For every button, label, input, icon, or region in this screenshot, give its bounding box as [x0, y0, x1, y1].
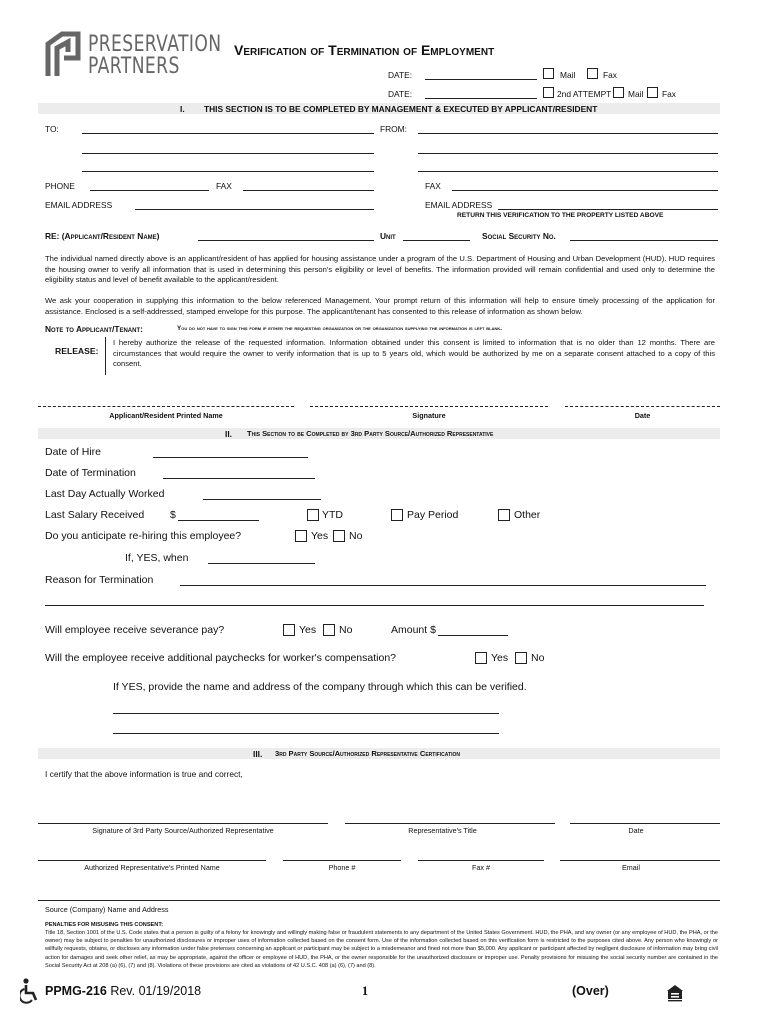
applicant-name-caption: Applicant/Resident Printed Name [109, 411, 223, 420]
equal-housing-icon [666, 984, 684, 1002]
from-line-1[interactable] [418, 133, 718, 134]
to-line-3[interactable] [82, 171, 374, 172]
source-caption: Source (Company) Name and Address [45, 905, 169, 914]
fax2-label: Fax [662, 89, 676, 99]
if-yes-when-field[interactable] [208, 563, 315, 564]
email-left-field[interactable] [135, 209, 374, 210]
re-field[interactable] [198, 240, 374, 241]
severance-no-label: No [339, 624, 353, 636]
paychecks-no-label: No [531, 652, 545, 664]
company-field-1[interactable] [113, 713, 499, 714]
footer-page: 1 [361, 984, 369, 998]
source-line[interactable] [38, 900, 720, 901]
accessibility-icon [20, 978, 40, 1004]
applicant-signature-line[interactable] [310, 406, 548, 407]
rehire-yes-checkbox[interactable] [295, 530, 307, 542]
rep-printed-name-line[interactable] [38, 860, 266, 861]
intro-paragraph: The individual named directly above is an applicant/resident of has applied for housing assistance under a program of the U.S. Department of Housing and Urban Development (HUD). HUD requires the housing owner to verify all information that is used in determining this person's eligibility or level of benefits. The information provided will remain confidential and used only to determine the eligibility status and level of benefit available to the applicant/resident. [45, 254, 715, 284]
page-title: Verification of Termination of Employment [234, 42, 495, 58]
release-text: I hereby authorize the release of the requested information. Information obtained under this consent is limited to information that is no older than 12 months. There are circumstances that would require the owner to verify information that is up to 5 years old, which would be authorized by me on a separate consent attached to a copy of this consent. [113, 338, 715, 368]
section1-num: I. [180, 104, 185, 114]
mail-label: Mail [560, 70, 576, 80]
reason-field-2[interactable] [45, 605, 704, 606]
date1-label: DATE: [388, 70, 413, 80]
severance-no-checkbox[interactable] [323, 624, 335, 636]
section1-title: THIS SECTION IS TO BE COMPLETED BY MANAGEMENT & EXECUTED BY APPLICANT/RESIDENT [204, 104, 598, 114]
last-day-field[interactable] [203, 499, 321, 500]
reason-field-1[interactable] [180, 585, 706, 586]
if-yes-when-label: If, YES, when [125, 552, 189, 564]
severance-label: Will employee receive severance pay? [45, 624, 225, 636]
rep-fax-caption: Fax # [472, 863, 490, 872]
phone-label: PHONE [45, 181, 75, 191]
rep-signature-caption: Signature of 3rd Party Source/Authorized Representative [92, 826, 274, 835]
footer-rev: Rev. 01/19/2018 [110, 984, 202, 998]
rep-fax-line[interactable] [418, 860, 544, 861]
mail-checkbox[interactable] [543, 68, 554, 79]
from-line-2[interactable] [418, 153, 718, 154]
date2-field[interactable] [425, 98, 537, 99]
ytd-label: YTD [322, 509, 343, 521]
other-checkbox[interactable] [498, 509, 510, 521]
paychecks-label: Will the employee receive additional paychecks for worker's compensation? [45, 652, 397, 664]
fax-left-field[interactable] [243, 190, 374, 191]
footer-form [45, 984, 201, 998]
mail2-checkbox[interactable] [613, 87, 624, 98]
termination-label: Date of Termination [45, 467, 136, 479]
certify-text: I certify that the above information is true and correct, [45, 769, 243, 779]
date1-field[interactable] [425, 79, 537, 80]
rehire-no-label: No [349, 530, 363, 542]
rep-printed-name-caption: Authorized Representative's Printed Name [84, 863, 220, 872]
logo-line2: PARTNERS [88, 54, 180, 79]
rep-title-caption: Representative's Title [408, 826, 477, 835]
last-salary-field[interactable] [178, 520, 259, 521]
penalties-text: Title 18, Section 1001 of the U.S. Code states that a person is guilty of a felony for knowingly and willingly making false or fraudulent statements to any department of the United States Government. HUD, the PHA, and any owner (or any employee of HUD, the PHA, or the owner) may be subject to penalties for unauthorized disclosures or improper uses of information collected based on the consent form. Use of the information collected based on this verification form is restricted to the purposes cited above. Any person who knowingly or willfully requests, obtains, or discloses any information under false pretenses concerning an applicant or participant may be subject to a misdemeanor and fined not more than $5,000. Any applicant or participant affected by negligent disclosure of information may bring civil action for damages and seek other relief, as may be appropriate, against the officer or employee of HUD, the PHA, or the owner responsible for the unauthorized disclosure or improper use. Penalty provisions for misusing the social security number are contained in the Social Security Act at 208 (a) (6), (7) and (8). Violations of these provisions are cited as violations of 42 U.S.C. 408 (a) (6), (7) and (8). [45, 930, 718, 969]
penalties-heading: PENALTIES FOR MISUSING THIS CONSENT: [45, 922, 163, 928]
note-label: Note to Applicant/Tenant: [45, 324, 143, 334]
rep-email-line[interactable] [560, 860, 720, 861]
rehire-label: Do you anticipate re-hiring this employee? [45, 530, 242, 542]
applicant-date-caption: Date [634, 411, 651, 420]
paychecks-yes-checkbox[interactable] [475, 652, 487, 664]
email-right-field[interactable] [498, 209, 718, 210]
severance-yes-checkbox[interactable] [283, 624, 295, 636]
termination-field[interactable] [163, 478, 315, 479]
email-right-label: EMAIL ADDRESS [425, 200, 493, 210]
fax-left-label: FAX [216, 181, 232, 191]
severance-yes-label: Yes [299, 624, 317, 636]
rep-phone-caption: Phone # [328, 863, 356, 872]
fax2-checkbox[interactable] [647, 87, 658, 98]
section2-num: II. [225, 429, 232, 439]
rehire-yes-label: Yes [311, 530, 329, 542]
to-line-1[interactable] [82, 133, 374, 134]
amount-field[interactable] [438, 635, 508, 636]
to-label: TO: [45, 124, 59, 134]
rep-title-line[interactable] [345, 823, 555, 824]
phone-field[interactable] [90, 190, 209, 191]
last-salary-label: Last Salary Received [45, 509, 145, 521]
unit-field[interactable] [403, 240, 470, 241]
rep-date-line[interactable] [570, 823, 720, 824]
from-line-3[interactable] [418, 171, 718, 172]
pay-period-checkbox[interactable] [391, 509, 403, 521]
fax-right-label: FAX [425, 181, 441, 191]
section2-title: This Section to be Completed by 3rd Party Source/Authorized Representative [247, 429, 494, 438]
applicant-name-line[interactable] [38, 406, 294, 407]
reason-label: Reason for Termination [45, 574, 154, 586]
section3-title: 3rd Party Source/Authorized Representative Certification [275, 749, 460, 758]
logo-line1: PRESERVATION [88, 32, 222, 57]
unit-label: Unit [380, 231, 396, 241]
section3-num: III. [253, 749, 263, 759]
rep-signature-line[interactable] [38, 823, 328, 824]
rep-email-caption: Email [622, 863, 640, 872]
amount-label: Amount $ [391, 624, 436, 636]
ytd-checkbox[interactable] [307, 509, 319, 521]
rep-date-caption: Date [628, 826, 644, 835]
company-field-2[interactable] [113, 733, 499, 734]
ssn-field[interactable] [570, 240, 718, 241]
last-day-label: Last Day Actually Worked [45, 488, 165, 500]
paychecks-yes-label: Yes [491, 652, 509, 664]
applicant-date-line[interactable] [565, 406, 720, 407]
to-line-2[interactable] [82, 153, 374, 154]
from-label: FROM: [380, 124, 407, 134]
re-label: RE: (Applicant/Resident Name) [45, 231, 160, 241]
hire-field[interactable] [153, 457, 308, 458]
email-left-label: EMAIL ADDRESS [45, 200, 113, 210]
mail2-label: Mail [628, 89, 644, 99]
logo [44, 30, 222, 80]
date2-label: DATE: [388, 89, 413, 99]
fax-label: Fax [603, 70, 617, 80]
footer-form-id: PPMG-216 [45, 984, 107, 998]
note-text: You do not have to sign this form if either the requesting organization or the organization supplying the information is left blank. [177, 325, 503, 332]
rehire-no-checkbox[interactable] [333, 530, 345, 542]
applicant-signature-caption: Signature [412, 411, 446, 420]
release-bracket [105, 337, 106, 375]
footer-over: (Over) [572, 984, 609, 998]
attempt-checkbox[interactable] [543, 87, 554, 98]
pay-period-label: Pay Period [407, 509, 459, 521]
release-label: RELEASE: [55, 346, 99, 356]
hire-label: Date of Hire [45, 446, 102, 458]
cooperation-paragraph: We ask your cooperation in supplying this information to the below referenced Management. Your prompt return of this information will help to ensure timely processing of the application for assistance. Enclosed is a self-addressed, stamped envelope for this purpose. The applicant/tenant has consented to this release of information as shown below. [45, 296, 715, 316]
ssn-label: Social Security No. [482, 231, 556, 241]
paychecks-no-checkbox[interactable] [515, 652, 527, 664]
rep-phone-line[interactable] [283, 860, 401, 861]
dollar-sign: $ [170, 509, 176, 521]
attempt-label: 2nd ATTEMPT [557, 89, 612, 99]
if-yes-company-label: If YES, provide the name and address of the company through which this can be verified. [113, 681, 527, 693]
logo-icon [44, 30, 84, 78]
fax-right-field[interactable] [452, 190, 718, 191]
other-label: Other [514, 509, 541, 521]
fax-checkbox[interactable] [587, 68, 598, 79]
return-note: RETURN THIS VERIFICATION TO THE PROPERTY LISTED ABOVE [457, 212, 664, 219]
